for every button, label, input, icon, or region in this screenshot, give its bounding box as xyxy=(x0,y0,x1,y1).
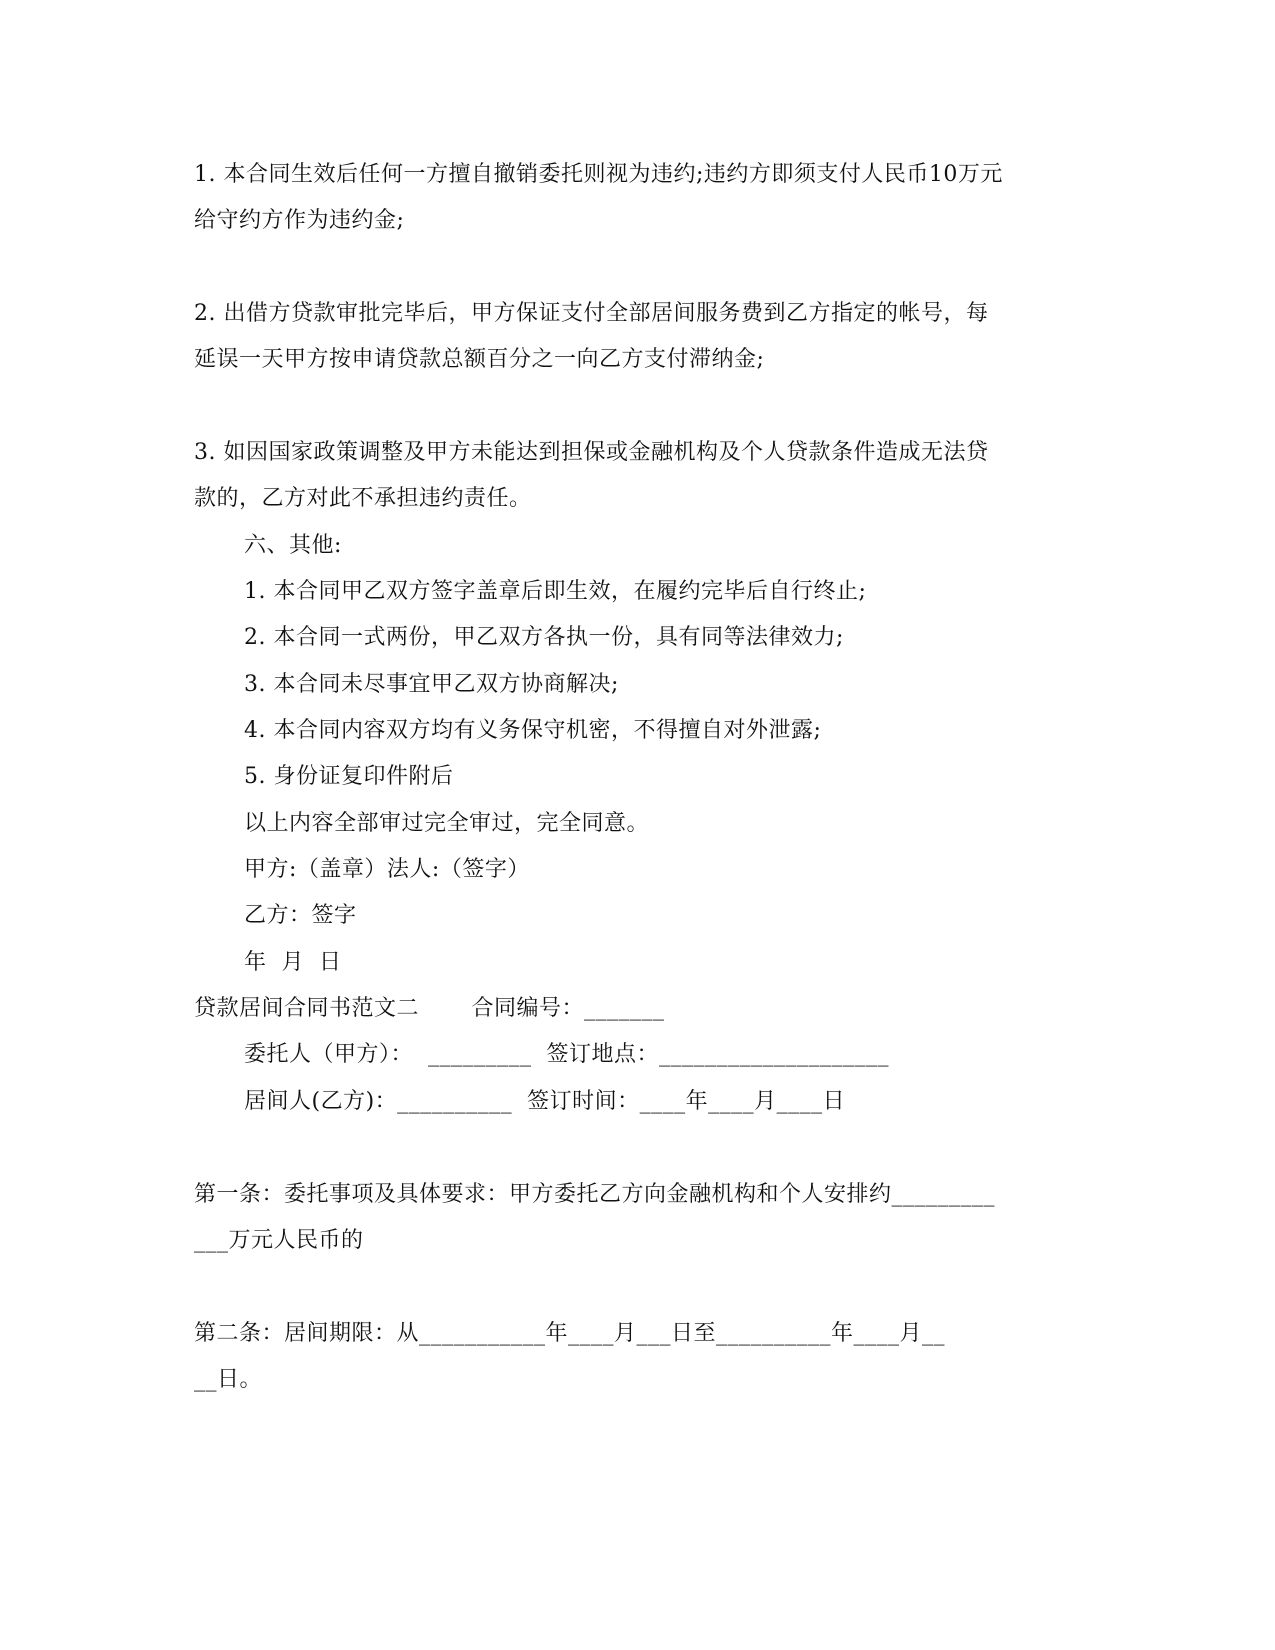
client-line: 委托人（甲方）： _________ 签订地点：____________________ xyxy=(244,1042,889,1067)
section-six-item-4: 4. 本合同内容双方均有义务保守机密，不得擅自对外泄露; xyxy=(244,718,822,743)
penalty-item-3-line-2: 款的，乙方对此不承担违约责任。 xyxy=(194,486,532,511)
sample-two-title: 贷款居间合同书范文二 合同编号：_______ xyxy=(194,996,665,1021)
article-two-line-2: __日。 xyxy=(194,1367,263,1392)
section-six-item-1: 1. 本合同甲乙双方签字盖章后即生效，在履约完毕后自行终止; xyxy=(244,579,867,604)
agreement-statement: 以上内容全部审过完全审过，完全同意。 xyxy=(244,811,650,836)
party-a-signature-line: 甲方:（盖章）法人:（签字） xyxy=(244,857,530,882)
article-two-line-1: 第二条：居间期限：从___________年____月___日至__________年____月__ xyxy=(194,1321,946,1346)
penalty-item-2-line-1: 2. 出借方贷款审批完毕后，甲方保证支付全部居间服务费到乙方指定的帐号，每 xyxy=(194,301,989,326)
penalty-item-1-line-1: 1. 本合同生效后任何一方擅自撤销委托则视为违约;违约方即须支付人民币10万元 xyxy=(194,162,1003,187)
date-line: 年 月 日 xyxy=(244,950,342,975)
penalty-item-1-line-2: 给守约方作为违约金; xyxy=(194,208,405,233)
penalty-item-2-line-2: 延误一天甲方按申请贷款总额百分之一向乙方支付滞纳金; xyxy=(194,347,765,372)
section-six-item-3: 3. 本合同未尽事宜甲乙双方协商解决; xyxy=(244,672,619,697)
penalty-item-3-line-1: 3. 如因国家政策调整及甲方未能达到担保或金融机构及个人贷款条件造成无法贷 xyxy=(194,440,989,465)
section-six-heading: 六、其他: xyxy=(244,533,342,558)
article-one-line-1: 第一条：委托事项及具体要求：甲方委托乙方向金融机构和个人安排约_________ xyxy=(194,1182,996,1207)
section-six-item-5: 5. 身份证复印件附后 xyxy=(244,764,454,789)
article-one-line-2: ___万元人民币的 xyxy=(194,1228,364,1253)
party-b-signature-line: 乙方：签字 xyxy=(244,903,357,928)
intermediary-line: 居间人(乙方)：__________ 签订时间：____年____月____日 xyxy=(244,1089,846,1114)
section-six-item-2: 2. 本合同一式两份，甲乙双方各执一份，具有同等法律效力; xyxy=(244,625,844,650)
